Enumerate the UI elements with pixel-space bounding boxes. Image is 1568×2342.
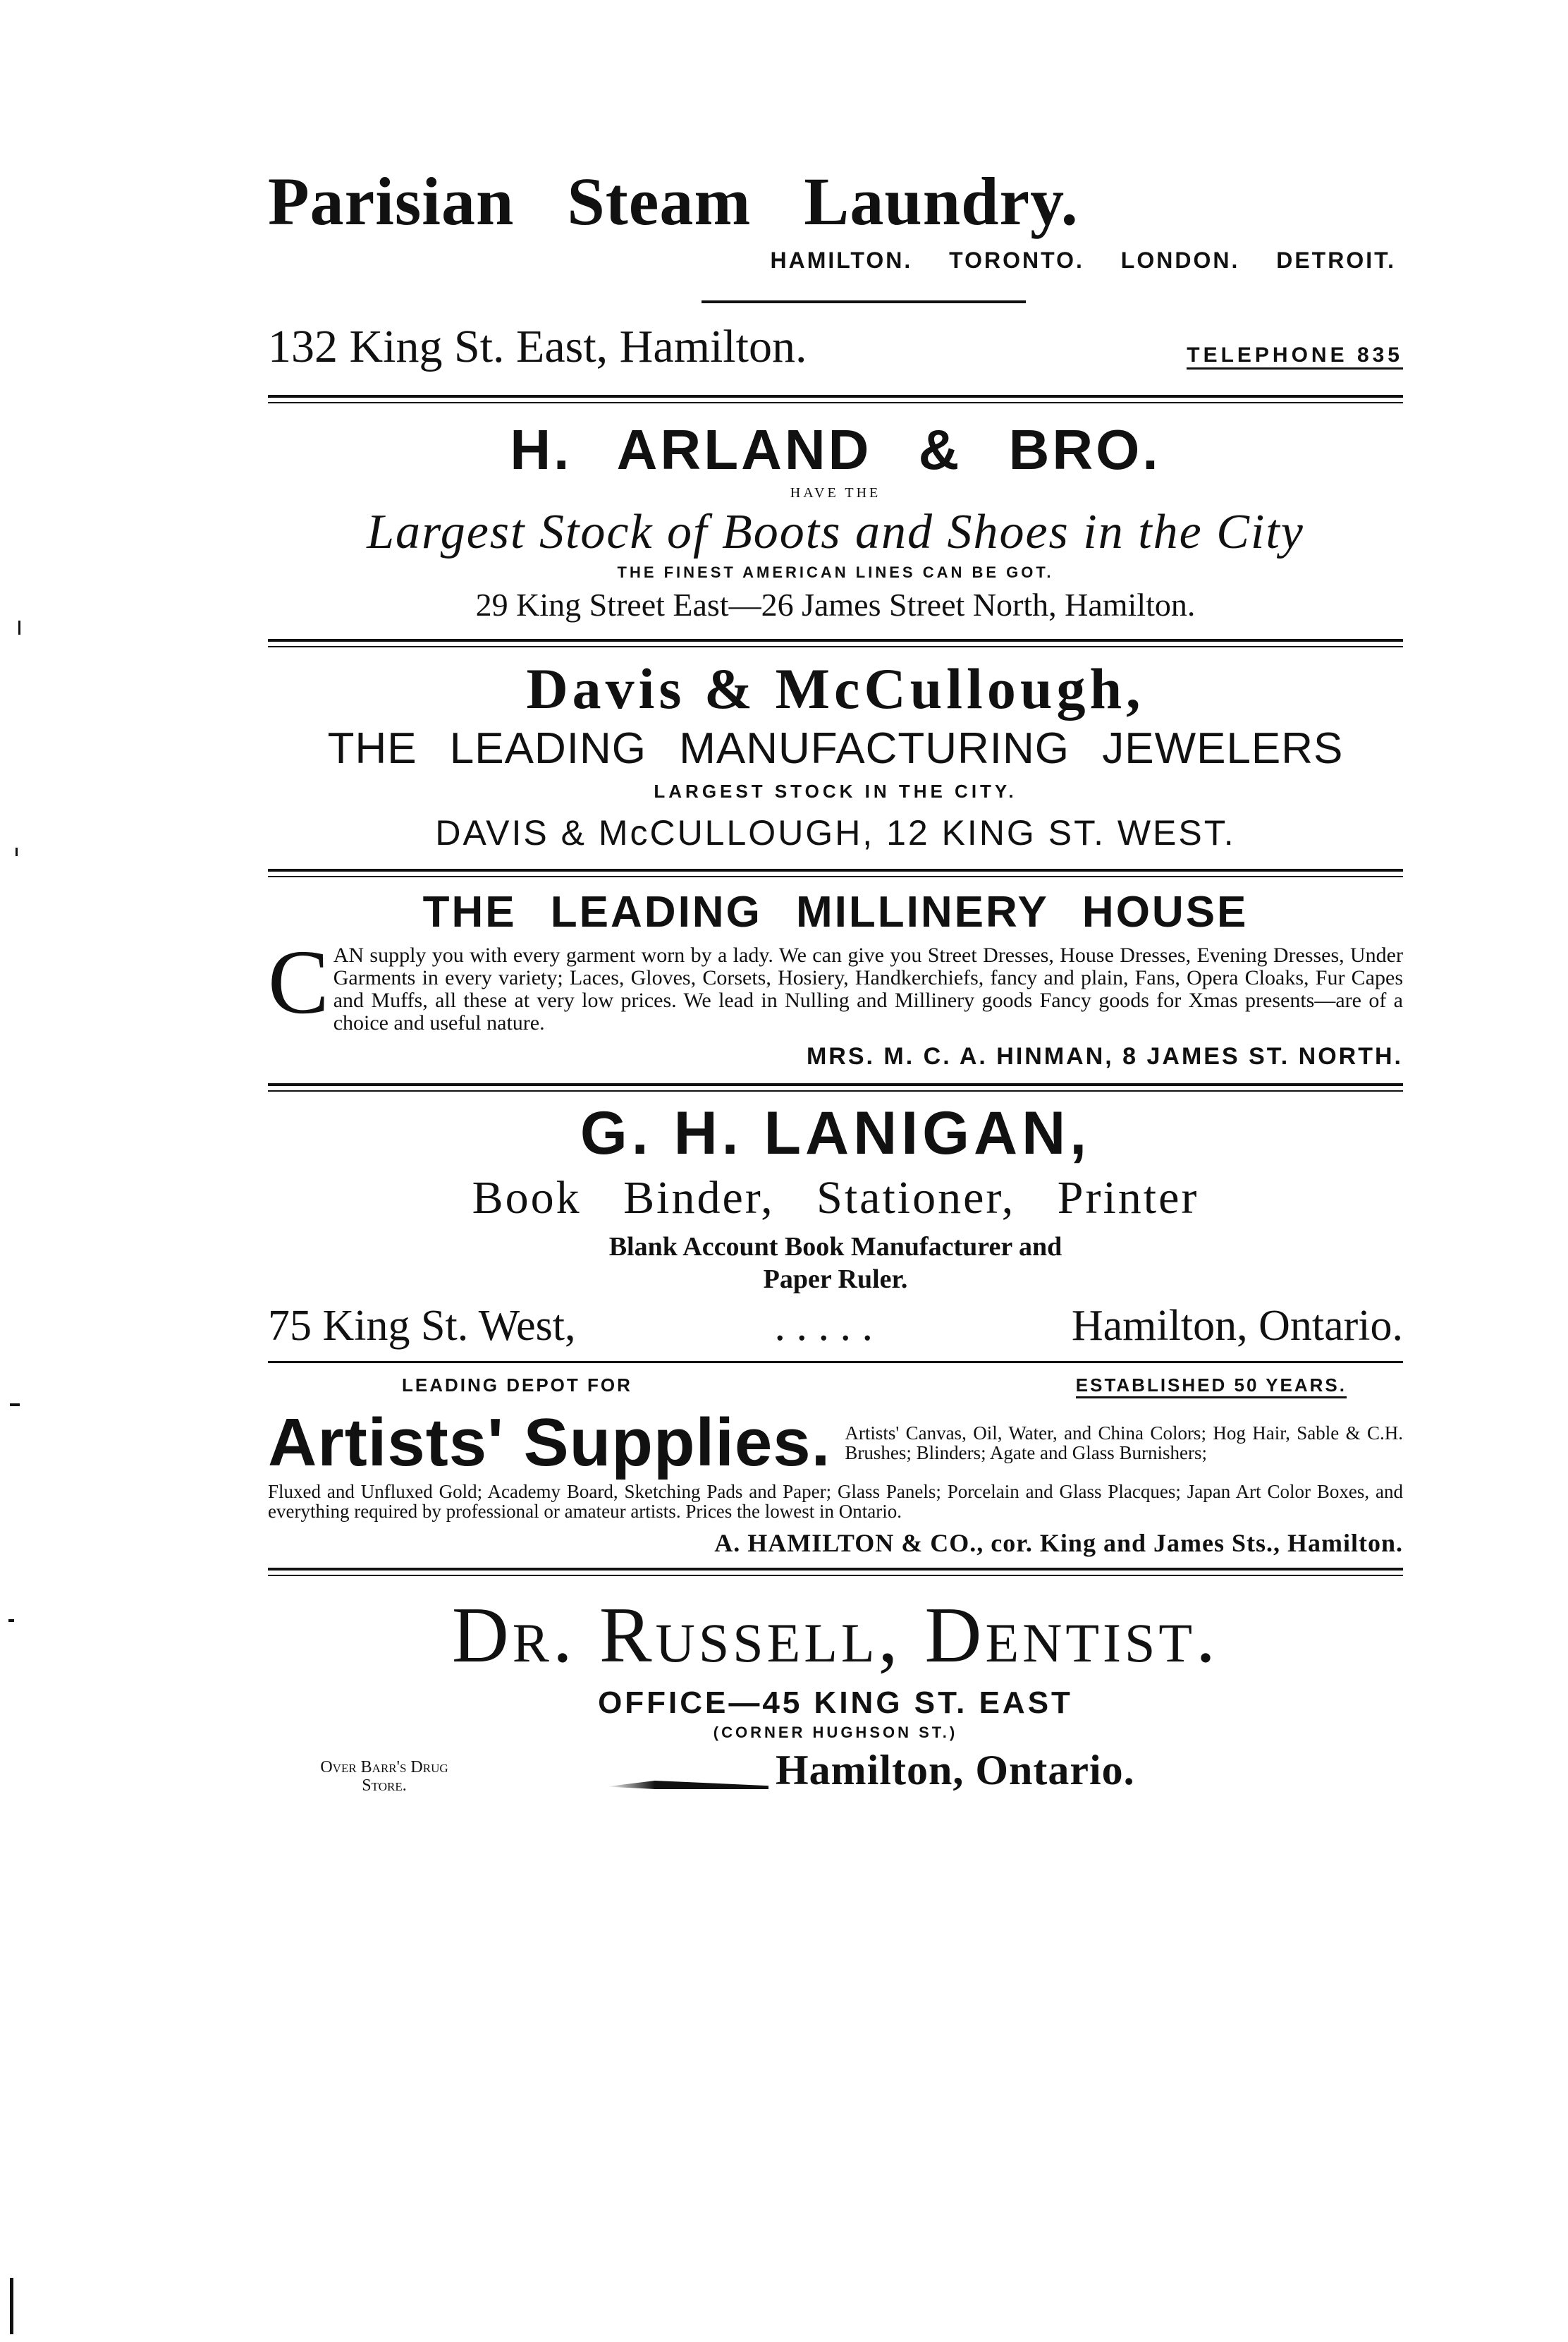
lanigan-address-left: 75 King St. West, [268, 1302, 576, 1350]
divider [268, 1361, 1403, 1363]
arland-title: H. ARLAND & BRO. [510, 418, 1161, 481]
millinery-body-block [268, 932, 1403, 1035]
millinery-title: THE LEADING MILLINERY HOUSE [422, 888, 1249, 937]
russell-drug-store [268, 1758, 501, 1795]
artists-signature: A. HAMILTON & CO., cor. King and James Sts., Hamilton. [714, 1529, 1403, 1557]
artists-title: Artists' Supplies. [268, 1405, 831, 1480]
divider [268, 1083, 1403, 1092]
russell-bottom-row [268, 1746, 1403, 1795]
artists-ad [268, 1374, 1403, 1558]
artists-top-left: LEADING DEPOT FOR [402, 1374, 632, 1396]
artists-main-row [268, 1404, 1403, 1482]
divider [268, 1568, 1403, 1576]
millinery-dropcap: C [268, 932, 329, 1033]
laundry-telephone: TELEPHONE 835 [1187, 343, 1403, 370]
laundry-cities: HAMILTON. TORONTO. LONDON. DETROIT. [770, 248, 1396, 273]
davis-ad [268, 656, 1403, 853]
lanigan-address-right: Hamilton, Ontario. [1071, 1302, 1403, 1350]
davis-address: DAVIS & McCULLOUGH, 12 KING ST. WEST. [435, 813, 1236, 853]
russell-office: OFFICE—45 KING ST. EAST [598, 1685, 1073, 1720]
artists-top-right: ESTABLISHED 50 YEARS. [1076, 1374, 1347, 1398]
lanigan-title: G. H. LANIGAN, [580, 1099, 1091, 1167]
divider [268, 395, 1403, 403]
russell-ad [268, 1590, 1403, 1795]
millinery-body: AN supply you with every garment worn by a lady. We can give you Street Dresses, House Dresses, Evening Dresses, Under Garments in every variety; Laces, Gloves, Corsets, Hosiery, Handkerchiefs, fancy and plain, Fans, Opera Cloaks, Fur Capes and Muffs, all these at very low prices. We lead in Nulling and Millinery goods Fancy goods for Xmas presents—are of a choice and useful nature. [333, 944, 1403, 1035]
lanigan-address-row [268, 1301, 1403, 1351]
laundry-address-row [268, 320, 1403, 374]
davis-subtitle: THE LEADING MANUFACTURING JEWELERS [327, 724, 1344, 773]
tapered-rule [606, 1781, 768, 1789]
artists-top-row [268, 1374, 1403, 1398]
laundry-title: Parisian Steam Laundry. [268, 164, 1079, 239]
russell-city: Hamilton, Ontario. [776, 1747, 1135, 1793]
advertisement-page [268, 148, 1403, 1795]
scan-mark [8, 1619, 14, 1622]
arland-ad [268, 417, 1403, 623]
artists-side-text: Artists' Canvas, Oil, Water, and China Colors; Hog Hair, Sable & C.H. Brushes; Blinders; Agate and Glass Burnishers; [845, 1422, 1403, 1463]
russell-corner: (CORNER HUGHSON ST.) [713, 1724, 958, 1741]
russell-drug-line-2: Store. [362, 1776, 407, 1795]
artists-body: Fluxed and Unfluxed Gold; Academy Board, Sketching Pads and Paper; Glass Panels; Porcelain and Glass Placques; Japan Art Color Boxes, and everything required by professional or amateur artists. Prices the lowest in Ontario. [268, 1481, 1403, 1522]
lanigan-ad [268, 1099, 1403, 1351]
davis-title: Davis & McCullough, [526, 657, 1145, 721]
short-rule [702, 300, 1026, 303]
lanigan-trades: Book Binder, Stationer, Printer [472, 1172, 1199, 1224]
arland-tagline: Largest Stock of Boots and Shoes in the City [367, 505, 1304, 559]
millinery-signature: MRS. M. C. A. HINMAN, 8 JAMES ST. NORTH. [806, 1043, 1403, 1070]
arland-address: 29 King Street East—26 James Street North, Hamilton. [475, 587, 1196, 623]
millinery-ad [268, 887, 1403, 1071]
arland-have-the: HAVE THE [790, 485, 881, 501]
scan-mark [18, 621, 20, 635]
scan-mark [10, 2278, 13, 2334]
laundry-address: 132 King St. East, Hamilton. [268, 321, 807, 372]
divider [268, 869, 1403, 877]
scan-mark [16, 848, 18, 856]
arland-lines: THE FINEST AMERICAN LINES CAN BE GOT. [617, 563, 1054, 581]
russell-title: Dr. Russell, Dentist. [451, 1592, 1220, 1679]
scan-mark [10, 1403, 20, 1406]
lanigan-line-1: Blank Account Book Manufacturer and [608, 1232, 1062, 1262]
laundry-ad [268, 162, 1403, 374]
lanigan-address-dots: . . . . . [774, 1302, 873, 1350]
divider [268, 639, 1403, 647]
russell-city-row [606, 1746, 1135, 1795]
russell-drug-line-1: Over Barr's Drug [320, 1758, 448, 1776]
lanigan-line-2: Paper Ruler. [763, 1264, 908, 1294]
davis-stock: LARGEST STOCK IN THE CITY. [654, 781, 1017, 802]
